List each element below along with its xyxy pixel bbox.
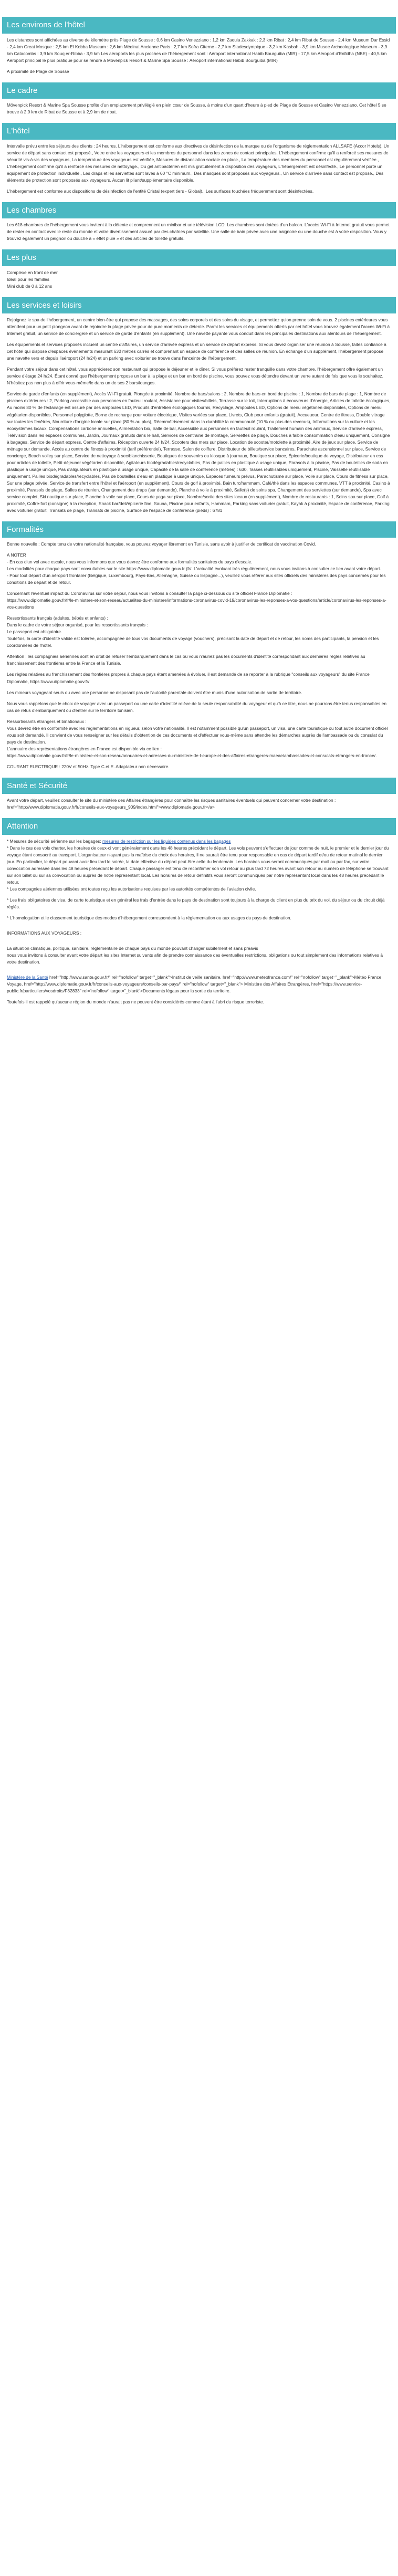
formalites-choix: Nous vous rappelons que le choix de voyager avec un passeport ou une carte d'identité relève de la seule responsabilité du voyageur et qu'à ce titre, nous ne pourrons être tenus responsables en cas de refus d'embarquement ou d'entrer sur le territoire tunisien. [7,700,386,713]
formalites-frontalier: - Pour tout départ d'un aéroport frontalier (Belgique, Luxembourg, Pays-Bas, Allemagne, Suisse ou Espagne...), veuillez vous référer aux sites officiels des ministères des pays concernés pour les conditions de départ et de retour. [7,573,386,585]
attention-sites: nous vous invitons à consulter avant votre départ les sites Internet suivants afin de prendre connaissance des éventuelles restrictions, obligations ou tout simplement des informations relatives à votre destination. [7,952,383,965]
formalites-fr-head: Ressortissants français (adultes, bébés et enfants) : [7,615,108,621]
section-title-sante: Santé et Sécurité [2,778,396,794]
section-title-formalites: Formalités [2,521,396,538]
formalites-intro: Bonne nouvelle : Compte tenu de votre nationalité française, vous pouvez voyager librement en Tunisie, sans avoir à justifier de certificat de vaccination Covid. [7,541,316,547]
section-body-plus [2,269,396,290]
services-text-2: Les équipements et services proposés incluent un centre d'affaires, un service d'arrivée express et un service de départ express. Si vous devez organiser une réunion à Sousse, faites confiance à cet hôtel qui dispose d'espaces événements mesurant 630 mètres carrés et comprenant un espace de conférence et des salles de réunion. En échange d'un supplément, l'hébergement propose une navette vers et depuis l'aéroport (24 h/24) et un parking avec voiturier se trouve dans l'enceinte de l'hébergement. [7,342,386,361]
attention-homologation: * L'homologation et le classement touristique des modes d'hébergement correspondent à la réglementation ou aux usages du pays de destination. [7,915,291,920]
formalites-cni: Toutefois, la carte d'identité valide est tolérée, accompagnée de tous vos documents de voyage (vouchers), précisant la date de départ et de retour, les noms des participants, la pension et les coordonnées de l'hôtel. [7,636,379,648]
spacer [7,941,391,945]
section-body-chambres [2,222,396,242]
chambres-text: Les 618 chambres de l'hébergement vous invitent à la détente et comprennent un minibar et une télévision LCD. Les chambres sont dotées d'un balcon. L'accès Wi-Fi à Internet gratuit vous permet de rester en contact avec le reste du monde et votre divertissement assuré par des chaînes par satellite. Une salle de bain privée avec une baignoire ou une douche est à votre disposition. Vous y trouvez également un peignoir ou douche à « effet pluie » et des articles de toilette gratuits. [7,222,390,242]
attention-liens [7,974,391,994]
page [0,0,398,1006]
cadre-text: Mövenpick Resort & Marine Spa Sousse profite d'un emplacement privilégié en plein cœur de Sousse, à moins d'un quart d'heure à pied de Plage de Sousse et Casino Venezziano. Cet hôtel 5 se trouve à 2,9 km de Ribat de Sousse et à 2,9 km de ribat. [7,102,386,115]
formalites-passport: Le passeport est obligatoire. [7,629,62,635]
plus-item: Idéal pour les familles [7,276,49,282]
section-title-cadre: Le cadre [2,82,396,99]
formalites-mineurs: Les mineurs voyageant seuls ou avec une personne ne disposant pas de l'autorité parentale doivent être munis d'une autorisation de sortie de territoire. [7,689,302,695]
section-title-services: Les services et loisirs [2,297,396,314]
services-list: Service de garde d'enfants (en supplément), Accès Wi-Fi gratuit. Plongée à proximité, Nombre de bars/salons : 2, Nombre de bars en bord de piscine : 1, Nombre de bars de plage : 1, Nombre de piscines extérieures : 2, Parking accessible aux personnes en fauteuil roulant, Assistance pour visites/billets, Terrasse sur le toit, Interruptions à écouvreurs d'énergie, Articles de toilette écologiques, Au moins 80 % de l'éclairage est assuré par des ampoules LED, Produits d'entretien écologiques fournis, Recyclage, Ampoules LED, Options de menu végétarien disponibles, Options de menu végétarien disponibles, Personnel polyglotte, Borne de recharge pour voiture électrique, Visites variées sur place, Livrets, Club pour enfants (gratuit), Accueueur, Centre de fitness, Double vitrage sur toutes les fenêtres, Nourriture d'origine locale sur place (80 % au plus), Réemmétrisement dans la durabilité la communauté (10 % ou plus des revenus), Informations sur la culture et les écosystèmes locaux, Compensations carbone annuelles, Alimentation bio, Salle de bal, Accessible aux personnes en fauteuil roulant, Traitement humain des animaux, Service d'arrivée express, Télévision dans les espaces communes, Jardin, Journaux gratuits dans le hall, Services de centraine de montage, Serviettes de plage, Douches à faible consommation d'eau uniquement, Consigne à bagages, Service de départ express, Centre d'affaires, Réception ouverte 24 h/24, Scooters des mers sur place, Location de scooter/motolette à proximité, Aire de jeux sur place, Service de ménage sur demande, Accès au centre de fitness à proximité (tarif préférentiel), Terrasse, Salon de coiffure, Distributeur de billets/service bancaires, Parachute ascensionnel sur place, Service de concierge, Beach volley sur place, Service de nettoyage à sec/blanchisserie, Boutiques de souvenirs ou kiosque à journaux, Boutique sur place, Épicerie/boutique de voyage, Distributeur en ess pour articles de toilette, Petit-déjeuner végétarien disponible, Agitateurs biodégradables/recyclables, Pas de pailles en plastique à usage unique, Parasols à la piscine, Pas de bouteilles de soda en plastique à usage unique, Pas d'aliguateurs en plastique à usage unique, Capacité de la salle de conférence (mètres) : 630, Tasses réutilisables uniquement, Piscine, Vaisselle réutilisable uniquement, Pailles biodégradables/recyclables, Pas de bouteilles d'eau en plastique à usage unique, Espaces fumeurs prévus, Parachutisme sur place, Voile sur place, Cours de fitness sur place, Sur une plage privée, Service de transfert entre l'hôtel et l'aéroport (en supplément), Cours de golf à proximité, Bain turc/hammam, Café/thé dans les espaces communes, VTT à proximité, Casino à proximité, Parasols de plage, Salles de réunion, Changement des draps (sur demande), Planche à voile à proximité, Salle(s) de soins spa, Changement des serviettes (sur demande), Spa avec service complet, Ski nautique sur place, Planche à voile sur place, Cours de yoga sur place, Nombre/sortie des sites locaux (en supplément), Nombre de restaurants : 1, Soins spa sur place, Golf à proximité, Coffre-fort (consigne) à la réception, Snack bar/deli/épicerie fine, Sauna, Piscine pour enfants, Hammam, Parking sans voiturier gratuit, Kayak à proximité, Espace de conférence, Parking avec voiturier gratuit, Transats de plage, Transats de piscine, Surface de l'espace de conférence (pieds) : 6781 [7,391,391,513]
attention-situation: La situation climatique, politique, sanitaire, réglementaire de chaque pays du monde pouvant changer subitement et sans préavis [7,945,258,951]
attention-liquides-link[interactable]: mesures de restriction sur les liquides contenus dans les bagages [102,838,231,844]
section-title-attention: Attention [2,818,396,835]
hotel-text: Intervalle prévu entre les séjours des clients : 24 heures. L'hébergement est conforme aux directives de désinfection de la marque ou de l'organisme de réglementation ALLSAFE (Accor Hotels). Un service de départ sans contact est proposé., Votre entre les voyageurs et les membres du personnel dans les zones de contact principales, L'hébergement confirme qu'il a renforcé ses mesures de sécurité vis-à-vis des voyageurs, La température des voyageurs est vérifiée, Mesures de distanciation sociale en place., La température des membres du personnel est régulièrement vérifiée., L'hébergement confirme qu'il a renforcé ses mesures de nettoyage., Du gel antibactérien est mis gratuitement à disposition des voyageurs, L'hébergement est désinfecté., Le personnel porte un équipement de protection individuelle., Les draps et les serviettes sont lavés à 60 °C minimum., Des masques sont proposés aux voyageurs., Un service d'arrivée sans contact est proposé., Des éléments de protection sont proposés aux voyageurs. Aucun lit pliant/supplémentaire disponible. [7,143,390,183]
section-body-services [2,317,396,514]
attention-compagnies: * Les compagnies aériennes utilisées ont toutes reçu les autorisations requises par les autorités compétentes de l'aviation civile. [7,886,256,892]
services-text-1: Rejoignez le spa de l'hébergement, un centre bien-être qui propose des massages, des soins corporels et des soins du visage, et permettez qu'on prenne soin de vous. 2 piscines extérieures vous attendent pour un petit plongeon avant de rejoindre la plage privée pour de pure moments de détente. Parmi les services et équipements offerts par cet hôtel vous trouvez également l'accès Wi-Fi à Internet gratuit, un service de concierge/e et un service de garde d'enfants (en supplément). Une navette payante vous conduit dans les principales destinations aux alentours de l'hébergement. [7,317,390,337]
formalites-modalites: Les modalités pour chaque pays sont consultables sur le site https://www.diplomatie.gouv.fr (fr/. L'actualité évoluant très régulièrement, nous vous invitons à consulter ce lien avant votre départ. [7,566,381,572]
section-body-sante [2,797,396,811]
formalites-regles: Les règles relatives au franchissement des frontières propres à chaque pays étant amenées à évoluer, il est demandé de se reporter à la rubrique "conseils aux voyageurs" du site France Diplomatie, https://www.diplomatie.gouv.fr/ [7,672,370,684]
attention-info-head: INFORMATIONS AUX VOYAGEURS : [7,930,82,936]
formalites-refus: Attention : les compagnies aériennes sont en droit de refuser l'embarquement dans le cas où vous n'auriez pas les documents d'identité correspondant aux dernières règles relatives au franchissement des frontières entre la France et la Tunisie. [7,654,365,666]
formalites-etrangers-head: Ressortissants étrangers et binationaux : [7,718,87,724]
spacer [7,926,391,930]
formalites-fr-intro: Dans le cadre de votre séjour organisé, pour les ressortissants français : [7,622,148,628]
formalites-annuaire: L'annuaire des représentations étrangères en France est disponible via ce lien : [7,746,162,751]
section-title-environs: Les environs de l'hôtel [2,17,396,34]
attention-bagages-label: * Mesures de sécurité aérienne sur les bagages: [7,838,103,844]
attention-liens-text: href="http://www.sante.gouv.fr/" rel="nofollow" target="_blank">Institut de veille sanitaire, href="http://www.meteofrance.com/" rel="nofollow" target="_blank">Météo France Voyage, href="http://www.diplomatie.gouv.fr/fr/conseils-aux-voyageurs/conseils-par-pays/" rel="nofollow" target="_blank"> Ministère des Affaires Étrangères, href="https://www.service-public.fr/particuliers/vosdroits/F32833" rel="nofollow" target="_blank">Documents légaux pour la sortie du territoire. [7,974,382,993]
section-body-hotel [2,143,396,195]
section-body-cadre [2,102,396,116]
formalites-note-head: A NOTER [7,552,26,558]
plus-item: Complexe en front de mer [7,269,58,275]
formalites-annuaire-link[interactable]: https://www.diplomatie.gouv.fr/fr/le-ministere-et-son-reseau/annuaires-et-adresses-du-ministere-de-l-europe-et-des-affaires-etrangeres-maeae/ambassades-et-consulats-etrangers-en-france/. [7,752,377,758]
plus-item: Mini club de 0 à 12 ans [7,283,53,289]
formalites-covid-link[interactable]: https://www.diplomatie.gouv.fr/fr/le-ministere-et-son-reseau/actualites-du-ministere/informations-coronavirus-covid-19/coronavirus-les-reponses-a-vos-questions/article/coronavirus-les-reponses-a-vos-questions [7,598,386,610]
formalites-covid: Concernant l'éventuel impact du Coronavirus sur votre séjour, nous vous invitons à consulter la page ci-dessous du site officiel France Diplomatie : [7,591,292,596]
environs-distances: Les distances sont affichées au diverse de kilomètre près Plage de Sousse : 0,6 km Casino Venezziano : 1,2 km Zaouia Zakkak : 2,3 km Ribat : 2,4 km Ribat de Sousse - 2,4 km Museum Dar Essid - 2,4 km Great Mosque : 2,5 km El Kobba Museum : 2,6 km Médinat Ancienne Paris : 2,7 km Sofra Citerne - 2,7 km Stadesdympique - 3,2 km Kasbah - 3,9 km Musee Archeologique Museum - 3,9 km Catacombs : 3,9 km Souq er-Ribba - 3,9 km Les aéroports les plus proches de l'hébergement sont : Aéroport international Habib Bourguiba (MIR) - 17,5 km Aéroport d'Enfidha (NBE) - 40,5 km Aéroport principal le plus pratique pour se rendre à Mövenpick Resort & Marine Spa Sousse : Aéroport international Habib Bourguiba (MIR) [7,37,390,63]
section-body-attention [2,838,396,1006]
section-title-plus: Les plus [2,249,396,266]
section-body-environs [2,37,396,75]
formalites-note: - En cas d'un vol avec escale, nous vous informons que vous devrez être conforme aux formalités sanitaires du pays d'escale. [7,559,253,565]
section-title-hotel: L'hôtel [2,123,396,140]
environs-proximity: A proximité de Plage de Sousse [7,68,69,74]
attention-charter: * Dans le cas des vols charter, les horaires de ceux-ci vont généralement dans les 48 heures précédant le départ. Les vols peuvent s'effectuer de jour comme de nuit, le premier et le dernier jour du voyage étant consacré au transport. L'organisateur n'ayant pas la maîtrise du choix des horaires, il ne saurait être tenu pour responsable en cas de départ tardif et/ou de retour matinal le dernier jour. En particulier, le départ pouvant avoir lieu tard le soirée, la date effective du départ peut être celle du lendemain. Les horaires vous seront communiqués par mail ou par fax, sur votre convocation adressée dans les 48 heures précédant le départ. Chaque passager est tenu de reconfirmer son vol retour au plus tard 72 heures avant son retour au numéro de téléphone se trouvant sur son billet ou sur sa convocation ou auprès de notre représentant local. Les horaires de retour définitifs vous seront communiqués par notre représentant local dans les 48 heures précédant le retour. [7,845,389,885]
section-title-chambres: Les chambres [2,202,396,219]
attention-frais: * Les frais obligatoires de visa, de carte touristique et en général les frais d'entrée dans le pays de destination sont toujours à la charge du client en plus du prix du vol, du séjour ou du circuit déjà réglés. [7,897,385,909]
section-body-formalites [2,541,396,770]
hotel-text-2: L'hébergement est conforme aux dispositions de désinfection de l'entité Cristal (expert tiers - Global)., Les surfaces touchées fréquemment sont désinfectées. [7,188,314,194]
spacer [7,970,391,974]
formalites-etrangers: Vous devrez être en conformité avec les réglementations en vigueur, selon votre nationalité. Il est notamment possible qu'un passeport, un visa, une carte touristique ou tout autre document officiel vous soit demandé. Il convient de vous renseigner sur les détails d'obtention de ces documents et d'effectuer vous-même sans attendre les démarches auprès de l'ambassade ou du consulat du pays de destination. [7,725,388,745]
ministere-sante-link[interactable]: Ministère de la Santé [7,974,48,980]
services-text-3: Pendant votre séjour dans cet hôtel, vous apprécierez son restaurant qui propose le déjeuner et le dîner. Si vous préférez rester tranquille dans votre chambre, l'hébergement offre également un service d'étage 24 h/24. Étant donné que l'hébergement propose un bar à la plage et un bar en bord de piscine, vous pouvez vous détendre devant un verre autant de fois que vous le souhaitez. N'hésitez pas non plus à offrir vous-même/le dans un de ses 2 bars/lounges. [7,366,383,386]
attention-terrorisme: Toutefois il est rappelé qu'aucune région du monde n'aurait pas ne peuvent être considérés comme étant à l'abri du risque terroriste. [7,999,264,1004]
attention-bagages [7,838,391,845]
formalites-courant: COURANT ELECTRIQUE : 220V et 50Hz. Type C et E. Adaptateur non nécessaire. [7,763,170,769]
sante-text: Avant votre départ, veuillez consulter le site du ministère des Affaires étrangères pour connaître les risques sanitaires éventuels qui peuvent concerner votre destination : href="http://www.diplomatie.gouv.fr/fr/conseils-aux-voyageurs_909/index.html">www.diplomatie.gouv.fr</a> [7,798,336,810]
